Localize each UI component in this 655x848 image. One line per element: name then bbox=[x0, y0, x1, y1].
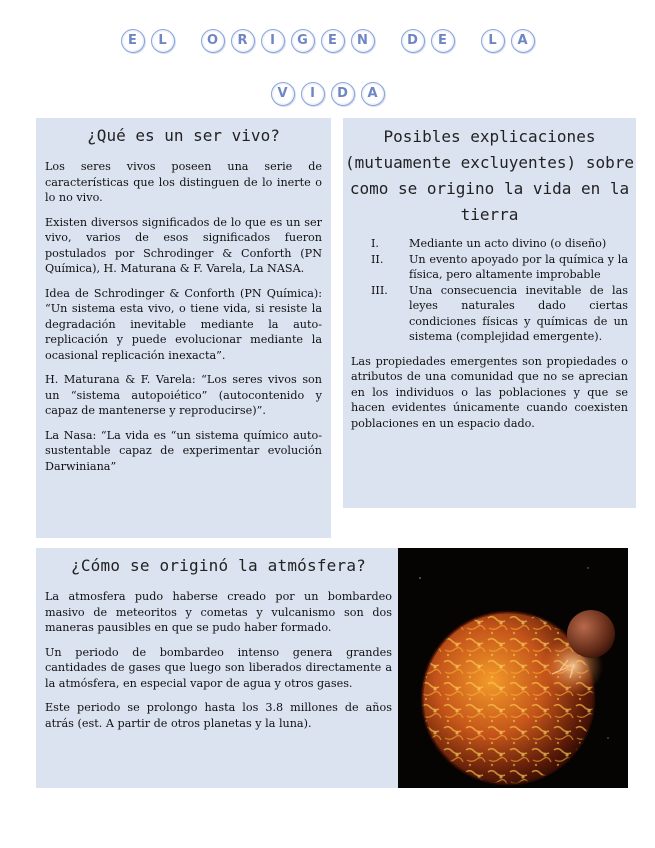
title-letter: I bbox=[261, 29, 285, 53]
paragraph: Las propiedades emergentes son propiedades o atributos de una comunidad que no se aprecian en los individuos o las poblaciones y que se hacen evidentes únicamente cuando coexisten poblaciones en un espacio dado. bbox=[351, 354, 628, 430]
title-letter: A bbox=[511, 29, 535, 53]
list-text: Mediante un acto divino (o diseño) bbox=[409, 237, 607, 250]
list-item bbox=[371, 283, 628, 345]
title-line-1 bbox=[0, 22, 655, 60]
title-letter: I bbox=[301, 82, 325, 106]
section-heading: Posibles explicaciones (mutuamente excluyentes) sobre como se origino la vida en la tierra bbox=[345, 127, 634, 224]
title-line-2 bbox=[0, 75, 655, 113]
title-letter: A bbox=[361, 82, 385, 106]
section-heading: ¿Cómo se originó la atmósfera? bbox=[71, 556, 366, 575]
paragraph: Los seres vivos poseen una serie de características que los distinguen de lo inerte o lo no vivo. bbox=[45, 160, 322, 204]
paragraph: Un periodo de bombardeo intenso genera grandes cantidades de gases que luego son liberados directamente a la atmósfera, en especial vapor de agua y otros gases. bbox=[45, 645, 392, 690]
title-letter: N bbox=[351, 29, 375, 53]
explanations-list bbox=[343, 236, 636, 345]
paragraph: Existen diversos significados de lo que es un ser vivo, varios de esos significados fueron postulados por Schrodinger & Conforth (PN Química), H. Maturana & F. Varela, La NASA. bbox=[45, 215, 322, 275]
title-word bbox=[271, 82, 385, 106]
list-number: II. bbox=[371, 252, 384, 266]
section-heading: ¿Qué es un ser vivo? bbox=[87, 126, 280, 145]
section-origen-atmosfera bbox=[36, 548, 401, 788]
list-item bbox=[371, 252, 628, 283]
title-letter: O bbox=[201, 29, 225, 53]
molten-planet-illustration bbox=[398, 548, 628, 788]
title-letter: L bbox=[481, 29, 505, 53]
title-letter: E bbox=[121, 29, 145, 53]
list-text: Un evento apoyado por la química y la física, pero altamente improbable bbox=[409, 252, 628, 281]
paragraph: La atmosfera pudo haberse creado por un bombardeo masivo de meteoritos y cometas y vulcanismo son dos maneras pausibles en que se pudo haber formado. bbox=[45, 590, 392, 634]
paragraph: Este periodo se prolongo hasta los 3.8 millones de años atrás (est. A partir de otros planetas y la luna). bbox=[45, 701, 392, 730]
page-title bbox=[0, 22, 655, 113]
paragraph: H. Maturana & F. Varela: “Los seres vivos son un “sistema autopoiético” (autocontenido y capaz de mantenerse y reproducirse)”. bbox=[45, 373, 322, 417]
title-word bbox=[401, 29, 455, 53]
title-letter: D bbox=[331, 82, 355, 106]
title-letter: G bbox=[291, 29, 315, 53]
title-letter: R bbox=[231, 29, 255, 53]
title-word bbox=[201, 29, 375, 53]
list-number: I. bbox=[371, 237, 379, 250]
title-letter: E bbox=[431, 29, 455, 53]
list-text: Una consecuencia inevitable de las leyes naturales dado ciertas condiciones físicas y químicas de un sistema (complejidad emergente). bbox=[409, 283, 628, 343]
title-letter: D bbox=[401, 29, 425, 53]
list-item bbox=[371, 236, 628, 252]
list-number: III. bbox=[371, 283, 388, 297]
paragraph: La Nasa: “La vida es “un sistema químico auto-sustentable capaz de experimentar evolución Darwiniana” bbox=[45, 428, 322, 473]
title-word bbox=[121, 29, 175, 53]
title-word bbox=[481, 29, 535, 53]
section-posibles-explicaciones bbox=[343, 118, 636, 508]
paragraph: Idea de Schrodinger & Conforth (PN Química): “Un sistema esta vivo, o tiene vida, si resiste la degradación inevitable mediante la auto-replicación y puede evolucionar mediante la ocasional replicación inexacta”. bbox=[45, 286, 322, 362]
title-letter: L bbox=[151, 29, 175, 53]
section-que-es-ser-vivo bbox=[36, 118, 331, 538]
title-letter: V bbox=[271, 82, 295, 106]
title-letter: E bbox=[321, 29, 345, 53]
